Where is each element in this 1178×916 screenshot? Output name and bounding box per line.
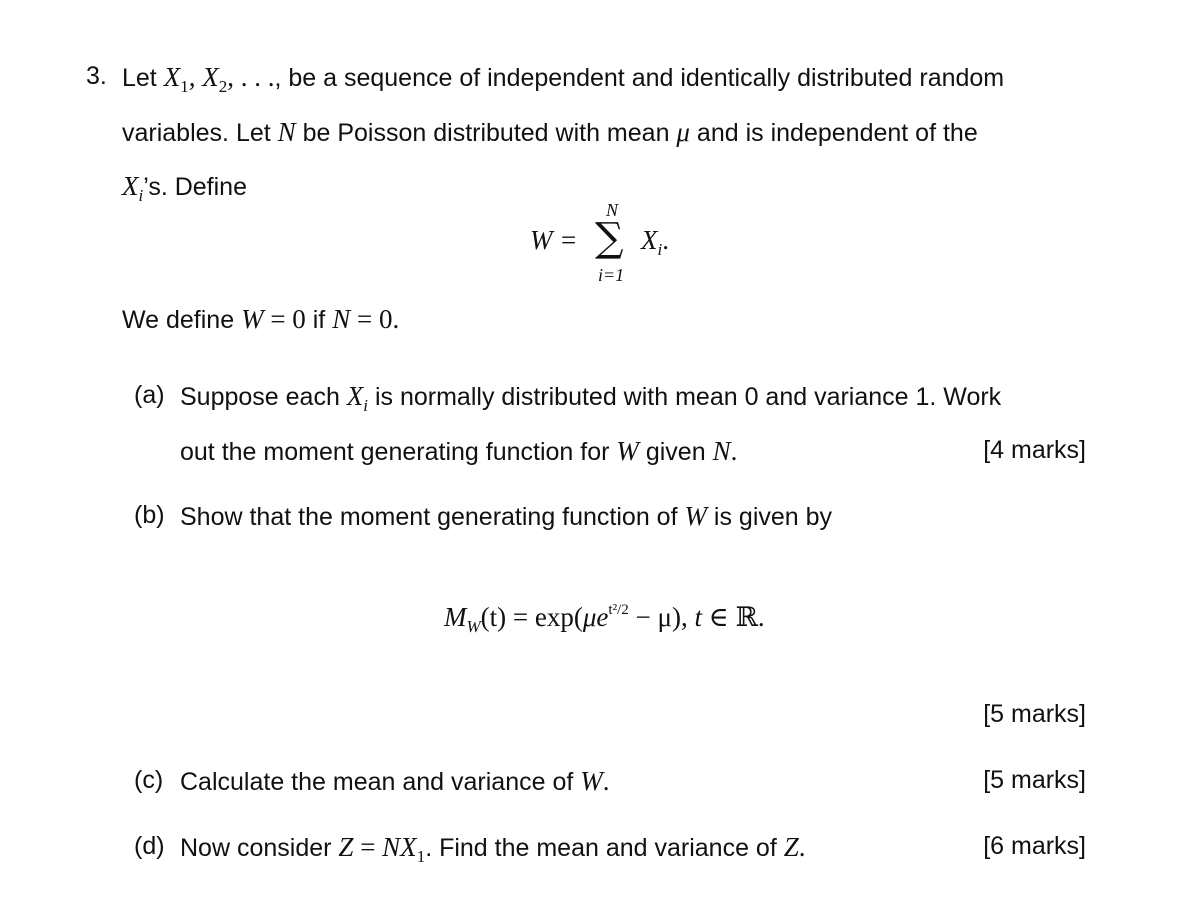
eq1-term-sub: i bbox=[657, 240, 663, 259]
part-d-label: (d) bbox=[134, 832, 165, 860]
mgf-in-reals: ∈ ℝ. bbox=[701, 602, 765, 632]
eq1-lower-limit: i=1 bbox=[598, 265, 625, 285]
mgf-exponent: t²/2 bbox=[608, 602, 629, 618]
math-x: X bbox=[163, 62, 181, 92]
eq1-equals: = bbox=[561, 225, 577, 255]
line2-text-3: and is independent of the bbox=[689, 119, 978, 147]
math-sep: , X bbox=[188, 62, 219, 92]
eq1-period: . bbox=[662, 225, 669, 255]
math-dots: , . . . bbox=[227, 62, 275, 92]
sigma-icon: ∑ bbox=[595, 215, 624, 261]
line2-text-1: variables. Let bbox=[122, 119, 278, 147]
def-text-2: if bbox=[305, 306, 333, 334]
def-eq-1: = 0 bbox=[263, 304, 306, 334]
part-d-text-1: Now consider bbox=[180, 834, 339, 862]
part-d-marks: [6 marks] bbox=[983, 832, 1086, 860]
part-a-x: X bbox=[346, 381, 364, 411]
def-w: W bbox=[241, 304, 264, 334]
part-b-text-2: is given by bbox=[706, 503, 833, 531]
line2-text-2: be Poisson distributed with mean bbox=[295, 119, 677, 147]
mgf-m-sub: W bbox=[466, 617, 481, 636]
eq1-lhs: W bbox=[530, 225, 553, 255]
part-d-nx: NX bbox=[382, 832, 417, 862]
math-xi-sub: i bbox=[138, 186, 144, 205]
part-a-text-1: Suppose each bbox=[180, 383, 347, 411]
part-c-text: Calculate the mean and variance of bbox=[180, 768, 581, 796]
math-sub-2: 2 bbox=[218, 77, 228, 96]
part-b-marks: [5 marks] bbox=[983, 700, 1086, 728]
part-a-text-2: is normally distributed with mean 0 and variance 1. Work bbox=[368, 383, 1002, 411]
eq1-term-x: X bbox=[641, 225, 658, 255]
part-a-text-3: out the moment generating function for bbox=[180, 438, 617, 466]
def-eq-2: = 0. bbox=[350, 304, 400, 334]
line1-text-1: Let bbox=[122, 64, 164, 92]
question-line-3 bbox=[122, 173, 247, 204]
eq1-term bbox=[641, 227, 669, 258]
part-b-w: W bbox=[684, 501, 707, 531]
part-d-z2: Z bbox=[783, 832, 799, 862]
part-a-w: W bbox=[616, 436, 639, 466]
math-xi: X bbox=[122, 171, 139, 201]
mgf-rest-1: (t) = exp( bbox=[480, 602, 583, 632]
part-b-text: Show that the moment generating function of bbox=[180, 503, 685, 531]
part-a-label: (a) bbox=[134, 381, 165, 409]
mgf-mu-e: μe bbox=[582, 602, 609, 632]
part-b-line bbox=[180, 503, 832, 530]
def-text-1: We define bbox=[122, 306, 242, 334]
part-b-label: (b) bbox=[134, 501, 165, 529]
def-n: N bbox=[332, 304, 351, 334]
part-c-period: . bbox=[602, 766, 610, 796]
math-mu: μ bbox=[676, 117, 690, 147]
part-a-line-2 bbox=[180, 438, 737, 465]
part-a-text-5: . bbox=[730, 436, 738, 466]
line3-text: ’s. Define bbox=[143, 173, 247, 201]
mgf-t: t bbox=[694, 602, 702, 632]
part-a-line-1 bbox=[180, 383, 1001, 414]
part-a-x-sub: i bbox=[363, 396, 369, 415]
part-c-w: W bbox=[580, 766, 603, 796]
part-c-line bbox=[180, 768, 610, 795]
math-sub-1: 1 bbox=[180, 77, 189, 96]
line1-text-2: , be a sequence of independent and identically distributed random bbox=[274, 64, 1005, 92]
part-d-sub: 1 bbox=[416, 847, 426, 866]
eq1-upper-limit: N bbox=[606, 200, 619, 220]
part-d-eq: = bbox=[353, 832, 383, 862]
mgf-equation bbox=[444, 603, 765, 635]
question-number: 3. bbox=[86, 62, 107, 90]
math-n: N bbox=[277, 117, 296, 147]
part-a-n: N bbox=[712, 436, 731, 466]
part-a-text-4: given bbox=[638, 438, 713, 466]
part-d-line bbox=[180, 834, 806, 865]
part-d-text-2: . Find the mean and variance of bbox=[425, 834, 784, 862]
part-d-z: Z bbox=[338, 832, 354, 862]
part-a-marks: [4 marks] bbox=[983, 436, 1086, 464]
part-d-period: . bbox=[798, 832, 806, 862]
part-c-marks: [5 marks] bbox=[983, 766, 1086, 794]
question-line-2 bbox=[122, 119, 978, 146]
mgf-m: M bbox=[444, 602, 467, 632]
part-c-label: (c) bbox=[134, 766, 164, 794]
definition-line bbox=[122, 306, 399, 333]
question-line-1 bbox=[122, 64, 1004, 95]
mgf-rest-2: − μ), bbox=[628, 602, 695, 632]
